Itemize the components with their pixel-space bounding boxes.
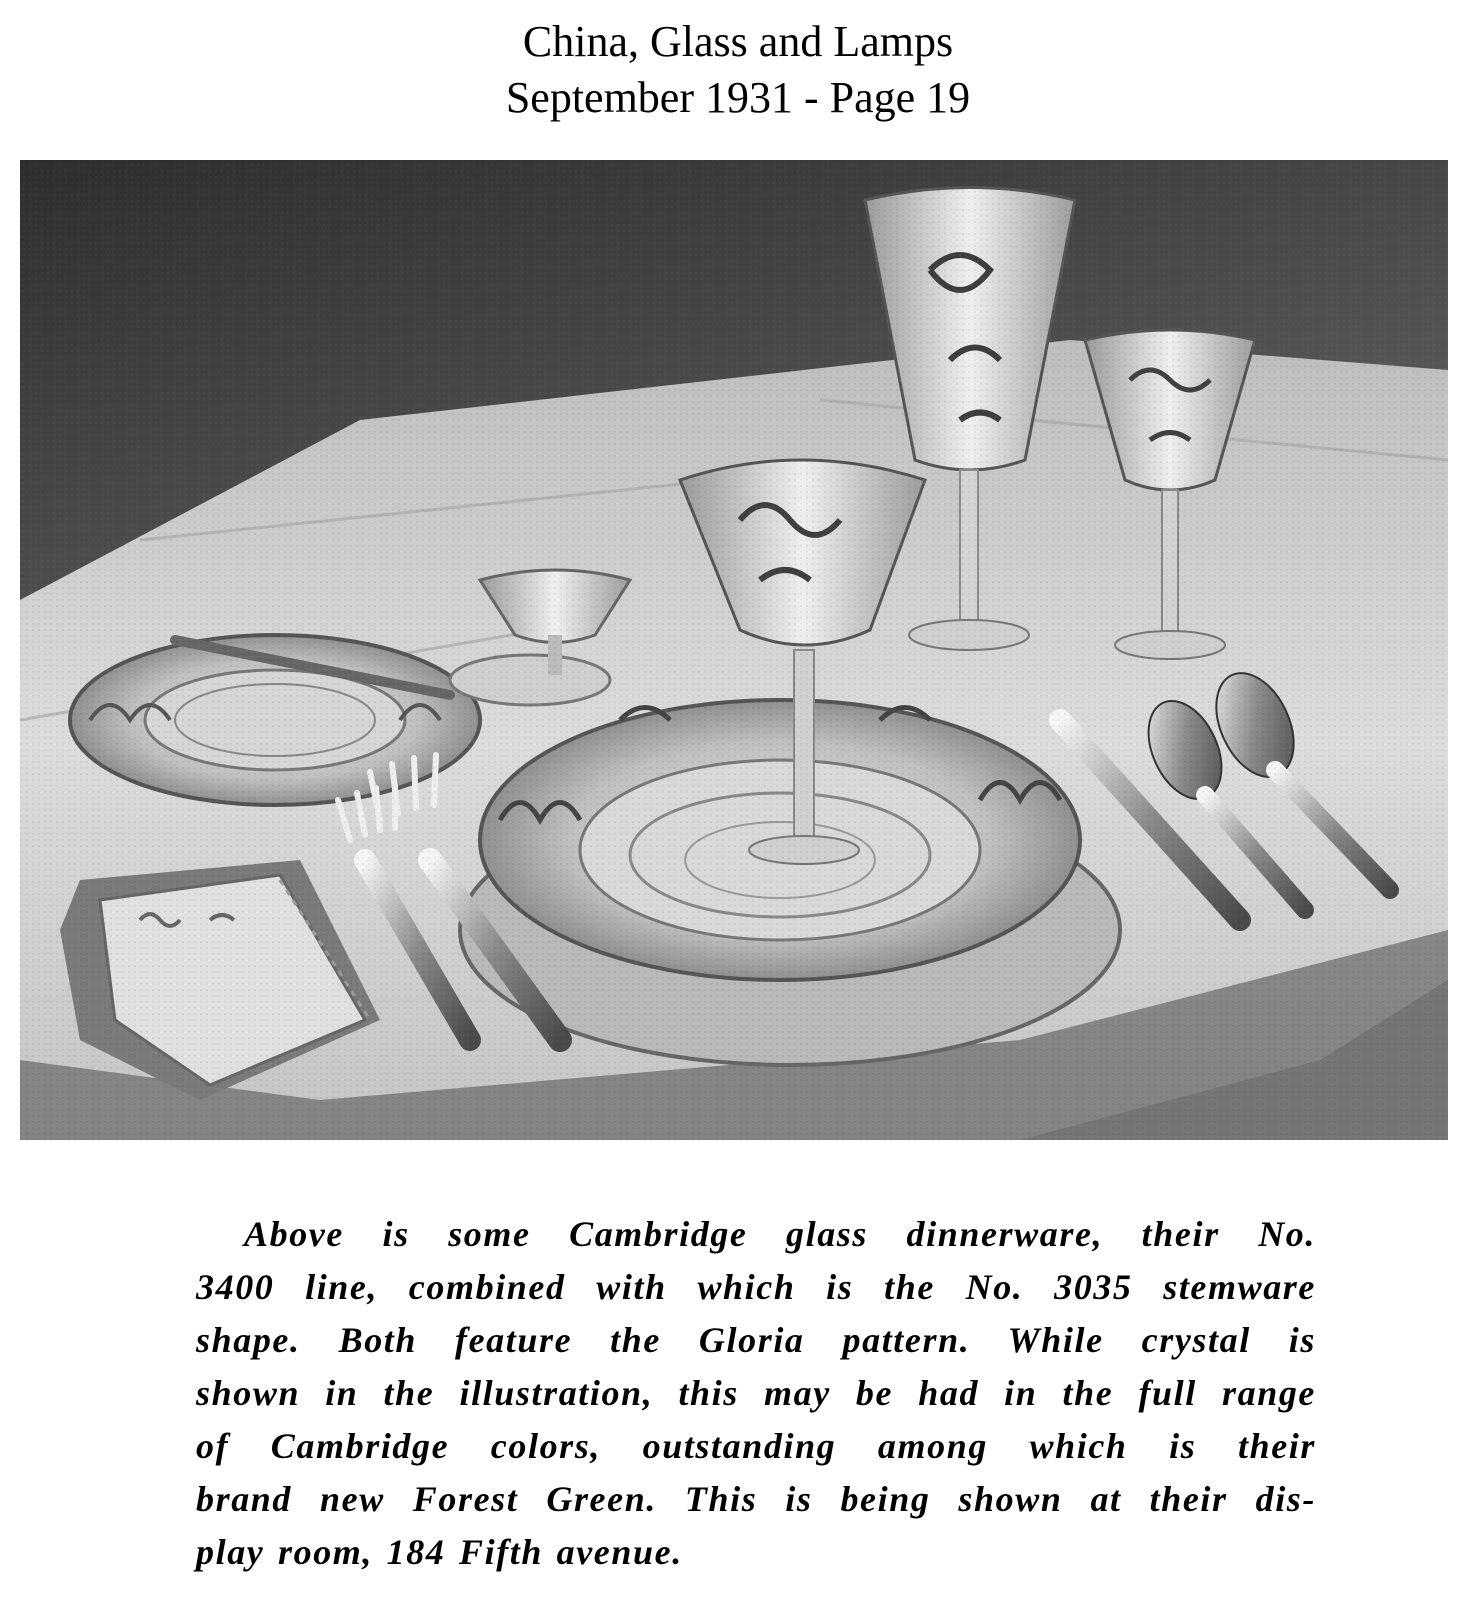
publication-title: China, Glass and Lamps [522, 17, 954, 66]
table-setting-photo [20, 160, 1448, 1140]
caption-line: 3400 line, combined with which is the No. 3035 stemware [196, 1267, 1316, 1307]
caption-line: brand new Forest Green. This is being shown at their dis- [196, 1479, 1316, 1519]
caption-line: shown in the illustration, this may be had in the full range [196, 1373, 1316, 1413]
photo-caption [196, 1208, 1316, 1579]
page-header [0, 14, 1476, 126]
caption-line: play room, 184 Fifth avenue. [196, 1532, 683, 1572]
caption-line: Above is some Cambridge glass dinnerware, their No. [244, 1214, 1316, 1254]
issue-date-page: September 1931 - Page 19 [505, 73, 971, 122]
photo-illustration [20, 160, 1448, 1140]
caption-line: of Cambridge colors, outstanding among which is their [196, 1426, 1316, 1466]
caption-line: shape. Both feature the Gloria pattern. While crystal is [196, 1320, 1316, 1360]
